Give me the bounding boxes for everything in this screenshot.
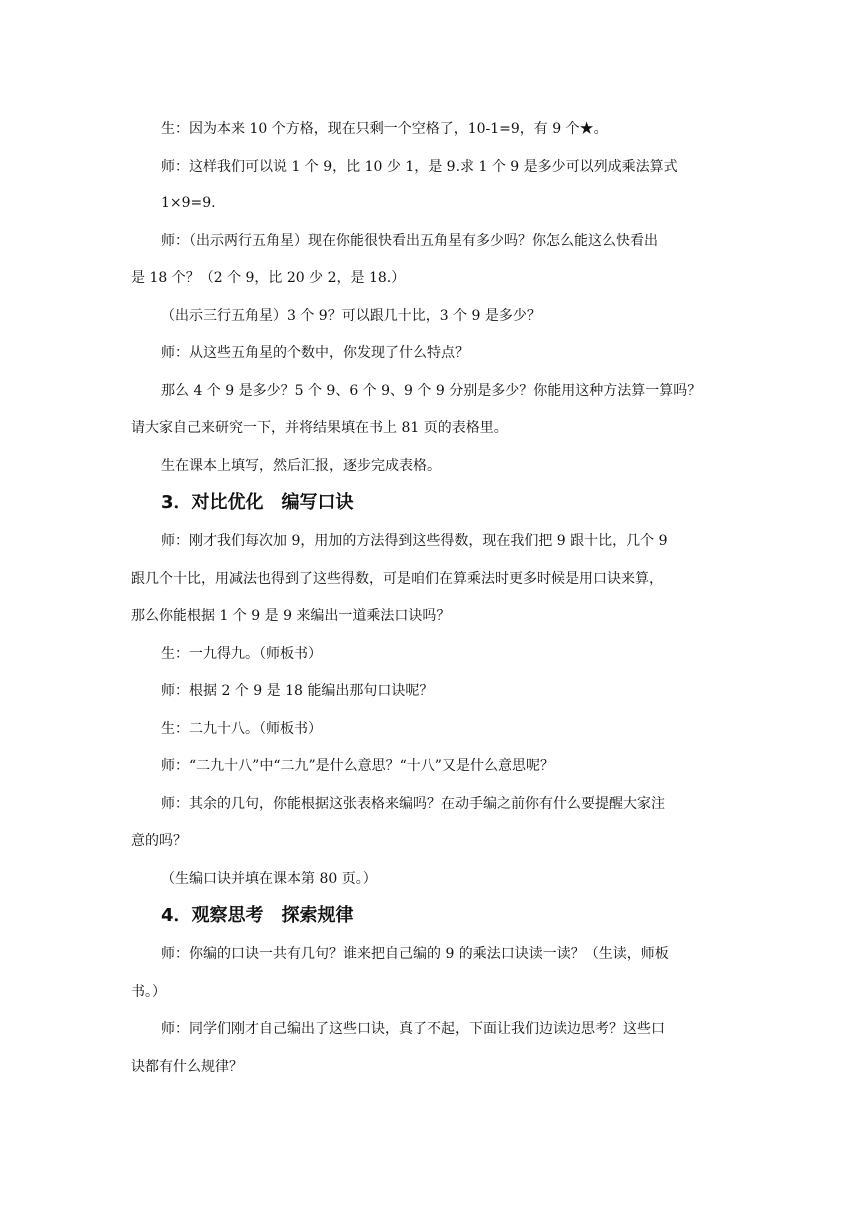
text-line: 那么你能根据 1 个 9 是 9 来编出一道乘法口诀吗？ (131, 608, 451, 624)
text-line: 请大家自己来研究一下，并将结果填在书上 81 页的表格里。 (131, 420, 508, 436)
text-line: 师：从这些五角星的个数中，你发现了什么特点？ (161, 345, 469, 361)
text-line: 生：一九得九。（师板书） (161, 646, 322, 662)
text-line: 师：这样我们可以说 1 个 9，比 10 少 1，是 9.求 1 个 9 是多少可以列成乘法算式 (161, 159, 678, 175)
text-line: 生：因为本来 10 个方格，现在只剩一个空格了，10-1=9，有 9 个★。 (161, 121, 608, 137)
text-line: 师：同学们刚才自己编出了这些口诀，真了不起，下面让我们边读边思考？这些口 (161, 1021, 665, 1037)
text-line: 是 18 个？（2 个 9，比 20 少 2，是 18.） (131, 270, 406, 286)
text-line: 师：你编的口诀一共有几句？谁来把自己编的 9 的乘法口诀读一读？（生读，师板 (161, 946, 669, 962)
text-line: （出示三行五角星）3 个 9？可以跟几十比，3 个 9 是多少？ (161, 308, 541, 324)
text-line: 书。） (131, 984, 166, 1000)
text-line: 师：根据 2 个 9 是 18 能编出那句口诀呢？ (161, 683, 434, 699)
text-line: 师：刚才我们每次加 9，用加的方法得到这些得数，现在我们把 9 跟十比，几个 9 (161, 533, 668, 549)
text-line: 那么 4 个 9 是多少？5 个 9、6 个 9、9 个 9 分别是多少？你能用这种方法算一算吗？ (161, 383, 702, 399)
text-line: 生在课本上填写，然后汇报，逐步完成表格。 (161, 458, 441, 474)
text-line: 跟几个十比，用减法也得到了这些得数，可是咱们在算乘法时更多时候是用口诀来算， (131, 571, 663, 587)
section-heading: 4．观察思考 探索规律 (161, 905, 354, 926)
text-line: （生编口诀并填在课本第 80 页。） (161, 871, 377, 887)
text-line: 诀都有什么规律？ (131, 1059, 243, 1075)
text-line: 师：（出示两行五角星）现在你能很快看出五角星有多少吗？你怎么能这么快看出 (161, 233, 658, 249)
text-line: 师：“二九十八”中“二九”是什么意思？“十八”又是什么意思呢？ (161, 758, 554, 774)
text-line: 生：二九十八。（师板书） (161, 721, 322, 737)
text-line: 师：其余的几句，你能根据这张表格来编吗？在动手编之前你有什么要提醒大家注 (161, 796, 665, 812)
text-line: 1×9=9. (161, 195, 216, 211)
section-heading: 3．对比优化 编写口诀 (161, 492, 354, 513)
text-line: 意的吗？ (131, 833, 187, 849)
